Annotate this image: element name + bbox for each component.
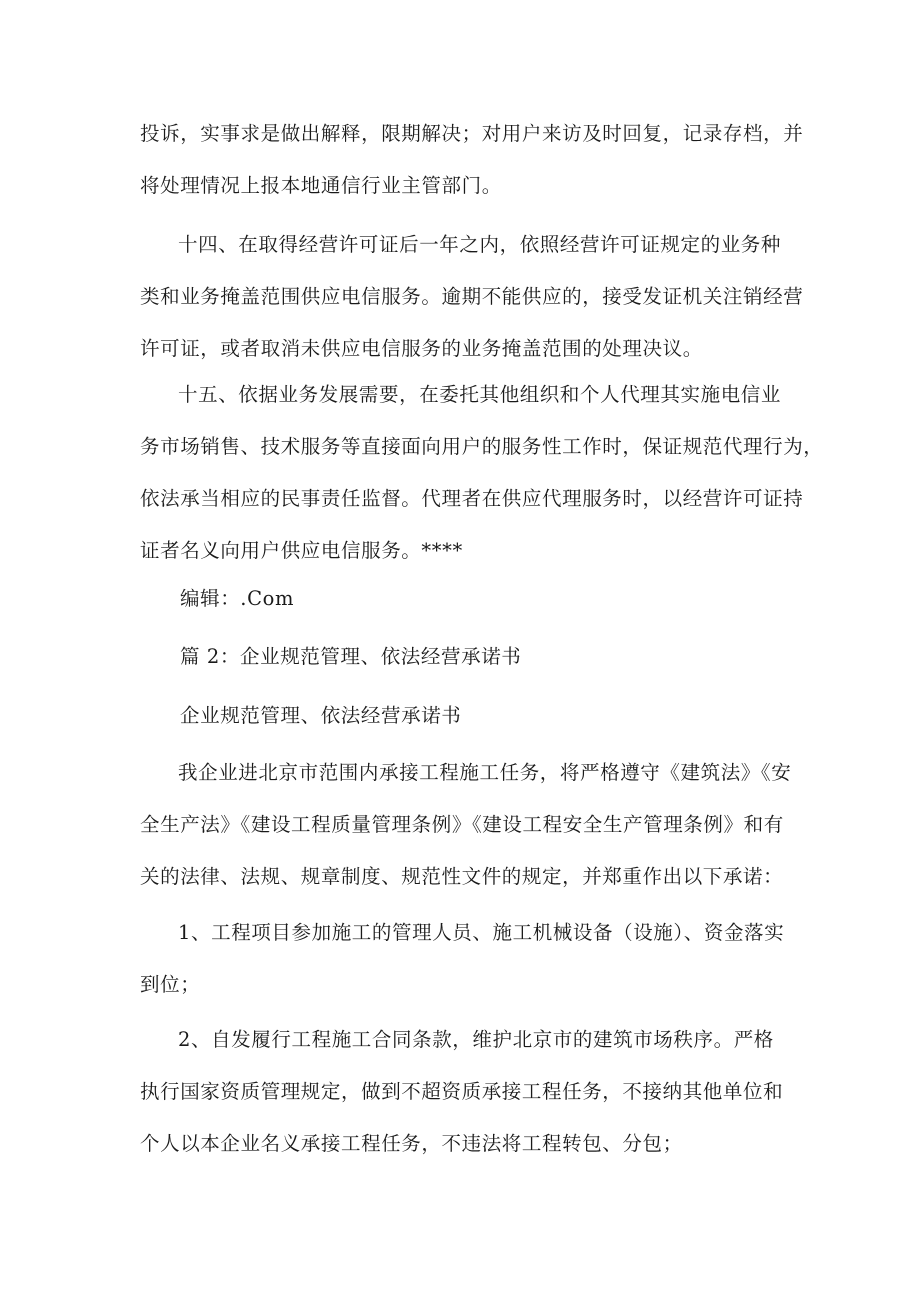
text-line: 证者名义向用户供应电信服务。**** bbox=[140, 539, 463, 562]
text-line: 2、自发履行工程施工合同条款，维护北京市的建筑市场秩序。严格 bbox=[178, 1028, 774, 1051]
text-line: 个人以本企业名义承接工程任务，不违法将工程转包、分包； bbox=[140, 1132, 683, 1155]
document-title: 企业规范管理、依法经营承诺书 bbox=[180, 704, 462, 727]
text-line: 依法承当相应的民事责任监督。代理者在供应代理服务时，以经营许可证持 bbox=[140, 487, 804, 510]
text-line: 到位； bbox=[140, 973, 201, 996]
paragraph-item-15 bbox=[140, 369, 824, 577]
paragraph-commitment-intro bbox=[140, 747, 790, 903]
text-line: 1、工程项目参加施工的管理人员、施工机械设备（设施）、资金落实 bbox=[178, 921, 785, 944]
text-line: 关的法律、法规、规章制度、规范性文件的规定，并郑重作出以下承诺： bbox=[140, 865, 784, 888]
section-heading: 篇 2：企业规范管理、依法经营承诺书 bbox=[180, 645, 522, 668]
text-line: 投诉，实事求是做出解释，限期解决；对用户来访及时回复，记录存档，并 bbox=[140, 122, 804, 145]
text-line: 许可证，或者取消未供应电信服务的业务掩盖范围的处理决议。 bbox=[140, 337, 703, 360]
paragraph-commitment-1 bbox=[140, 907, 790, 1011]
paragraph-complaint-handling bbox=[140, 108, 804, 212]
paragraph-commitment-2 bbox=[140, 1014, 790, 1170]
text-line: 十五、依据业务发展需要，在委托其他组织和个人代理其实施电信业 bbox=[178, 383, 782, 406]
text-line: 执行国家资质管理规定，做到不超资质承接工程任务，不接纳其他单位和 bbox=[140, 1080, 784, 1103]
text-line: 全生产法》《建设工程质量管理条例》《建设工程安全生产管理条例》和有 bbox=[140, 813, 784, 836]
text-line: 十四、在取得经营许可证后一年之内，依照经营许可证规定的业务种 bbox=[178, 233, 782, 256]
paragraph-item-14 bbox=[140, 219, 804, 375]
text-line: 类和业务掩盖范围供应电信服务。逾期不能供应的，接受发证机关注销经营 bbox=[140, 285, 804, 308]
editor-line: 编辑：.Com bbox=[180, 587, 295, 610]
text-line: 我企业进北京市范围内承接工程施工任务，将严格遵守《建筑法》《安 bbox=[178, 761, 792, 784]
text-line: 将处理情况上报本地通信行业主管部门。 bbox=[140, 174, 502, 197]
text-line: 务市场销售、技术服务等直接面向用户的服务性工作时，保证规范代理行为， bbox=[140, 435, 824, 458]
